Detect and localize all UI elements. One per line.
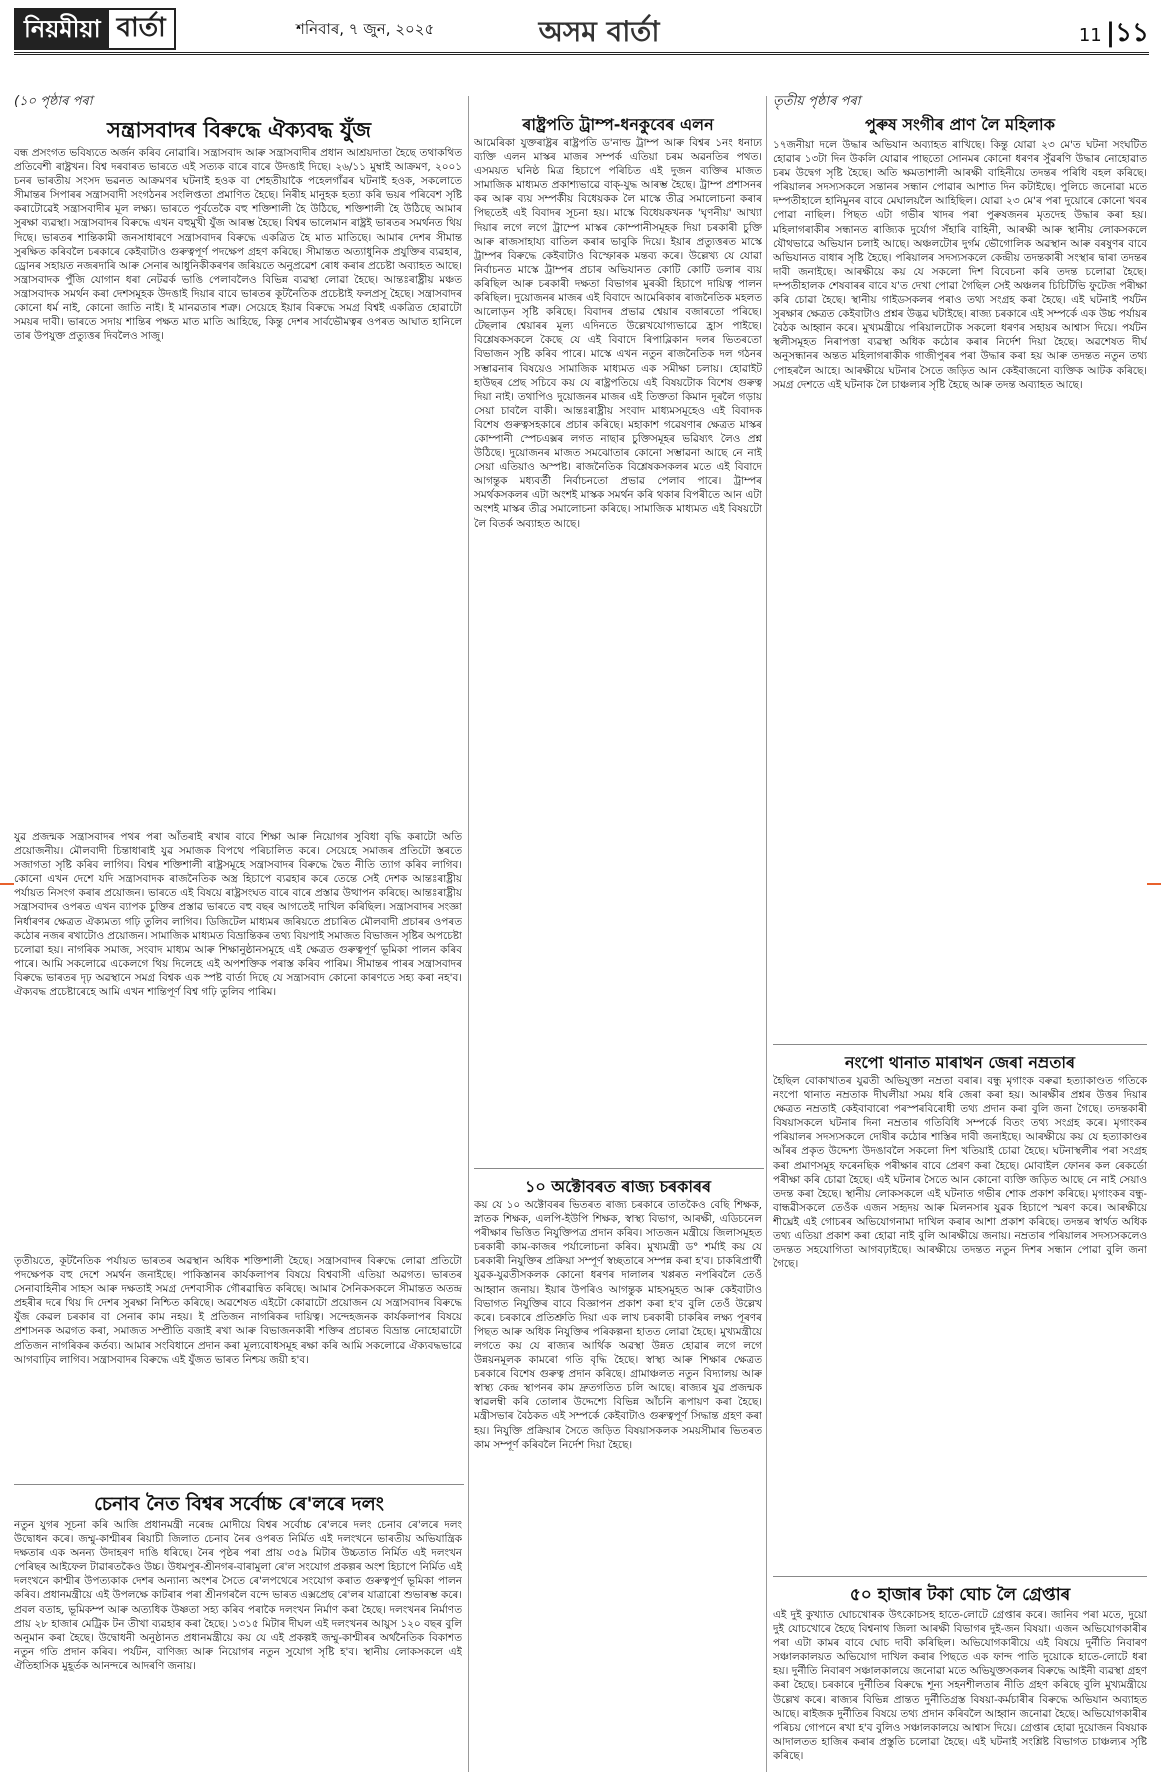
issue-date: শনিবাৰ, ৭ জুন, ২০২৫ [296, 20, 435, 38]
column-divider [766, 96, 767, 1772]
page-number-latin: 11 [1078, 25, 1102, 46]
article-body-nongpoh: হৈছিল বোকাখাতৰ যুৱতী অভিযুক্তা নম্ৰতা বৰাৰ। বন্ধু মৃগাংক বৰুৱা হত্যাকাণ্ডত গতিকে নংপো থানাত নম্ৰতাক দীঘলীয়া সময় ধৰি জেৰা কৰা হয়। আৰক্ষীৰ প্ৰশ্নৰ উত্তৰ দিয়াৰ ক্ষেত্ৰত নম্ৰতাই কেইবাবাৰো পৰস্পৰবিৰোধী তথ্য প্ৰদান কৰা বুলি জনা গৈছে। তদন্তকাৰী বিষয়াসকলে ঘটনাৰ দিনা নম্ৰতাৰ গতিবিধি সম্পৰ্কে বিতং তথ্য সংগ্ৰহ কৰে। মৃগাংকৰ পৰিয়ালৰ সদস্যসকলে দোষীৰ কঠোৰ শাস্তিৰ দাবী জনাইছে। আৰক্ষীয়ে কয় যে হত্যাকাণ্ডৰ আঁৰৰ প্ৰকৃত উদ্দেশ্য উদঙাবলৈ সকলো দিশ খতিয়াই চোৱা হৈছে। ঘটনাস্থলীৰ পৰা সংগ্ৰহ কৰা প্ৰমাণসমূহ ফৰেনছিক পৰীক্ষাৰ বাবে প্ৰেৰণ কৰা হৈছে। মোবাইল ফোনৰ কল ৰেকৰ্ডো পৰীক্ষা কৰি চোৱা হৈছে। এই ঘটনাৰ সৈতে আন কোনো ব্যক্তি জড়িত আছে নে নাই সেয়াও তদন্ত কৰা হৈছে। স্থানীয় লোকসকলে এই ঘটনাত গভীৰ শোক প্ৰকাশ কৰিছে। মৃগাংকৰ বন্ধু-বান্ধৱীসকলে তেওঁক এজন সহৃদয় আৰু মিলনসাৰ যুৱক হিচাপে স্মৰণ কৰে। আৰক্ষীয়ে শীঘ্ৰেই এই গোচৰৰ অভিযোগনামা দাখিল কৰাৰ আশা প্ৰকাশ কৰিছে। তদন্তৰ স্বাৰ্থত অধিক তথ্য এতিয়া প্ৰকাশ কৰা হোৱা নাই বুলি আৰক্ষীয়ে জনায়। নম্ৰতাৰ পৰিয়ালৰ সদস্যসকলেও তদন্তত সহযোগিতা আগবঢ়াইছে। আৰক্ষীয়ে তদন্তত নতুন দিশৰ সন্ধান পোৱা বুলি জনা গৈছে। [773, 1075, 1147, 1271]
article-body-teachers: কয় যে ১০ অক্টোবৰৰ ভিতৰত ৰাজ্য চৰকাৰে তাতকৈও বেছি শিক্ষক, স্নাতক শিক্ষক, এলপি-ইউপি শিক্ষক, স্বাস্থ্য বিভাগ, আৰক্ষী, এডিচনেল পৰীক্ষাৰ ভিত্তিত নিযুক্তিপত্ৰ প্ৰদান কৰিব। সাতজন মন্ত্ৰীয়ে জিলাসমূহত চৰকাৰী কাম-কাজৰ পৰ্যালোচনা কৰিব। মুখ্যমন্ত্ৰী ড° শৰ্মাই কয় যে চৰকাৰী নিযুক্তিৰ প্ৰক্ৰিয়া সম্পূৰ্ণ স্বচ্ছতাৰে সম্পন্ন কৰা হ'ব। চাকৰিপ্ৰাৰ্থী যুৱক-যুৱতীসকলক কোনো ধৰণৰ দালালৰ খপ্পৰত নপৰিবলৈ তেওঁ আহ্বান জনায়। ইয়াৰ উপৰিও আগন্তুক মাহসমূহত আৰু কেইবাটাও বিভাগত নিযুক্তিৰ বাবে বিজ্ঞাপন প্ৰকাশ কৰা হ'ব বুলি তেওঁ উল্লেখ কৰে। চৰকাৰে প্ৰতিশ্ৰুতি দিয়া এক লাখ চৰকাৰী চাকৰিৰ লক্ষ্য পূৰণৰ পিছত আৰু অধিক নিযুক্তিৰ পৰিকল্পনা হাতত লোৱা হৈছে। মুখ্যমন্ত্ৰীয়ে লগতে কয় যে ৰাজ্যৰ আৰ্থিক অৱস্থা উন্নত হোৱাৰ লগে লগে উন্নয়নমূলক কামৰো গতি বৃদ্ধি হৈছে। স্বাস্থ্য আৰু শিক্ষাৰ ক্ষেত্ৰত চৰকাৰে বিশেষ গুৰুত্ব প্ৰদান কৰিছে। গ্ৰামাঞ্চলত নতুন বিদ্যালয় আৰু স্বাস্থ্য কেন্দ্ৰ স্থাপনৰ কাম দ্ৰুতগতিত চলি আছে। ৰাজ্যৰ যুৱ প্ৰজন্মক স্বাৱলম্বী কৰি তোলাৰ উদ্দেশ্যে বিভিন্ন আঁচনি ৰূপায়ণ কৰা হৈছে। মন্ত্ৰীসভাৰ বৈঠকত এই সম্পৰ্কে কেইবাটাও গুৰুত্বপূৰ্ণ সিদ্ধান্ত গ্ৰহণ কৰা হয়। নিযুক্তি প্ৰক্ৰিয়াৰ সৈতে জড়িত বিষয়াসকলক সময়সীমাৰ ভিতৰত কাম সম্পূৰ্ণ কৰিবলৈ নিৰ্দেশ দিয়া হৈছে। [474, 1199, 762, 1451]
headline-teachers: ১০ অক্টোবৰত ৰাজ্য চৰকাৰৰ [524, 1177, 712, 1196]
article-separator [773, 1576, 1147, 1577]
headline-nongpoh: নংপো থানাত মাৰাথন জেৰা নম্ৰতাৰ [845, 1053, 1075, 1072]
edge-mark-left [0, 883, 14, 885]
logo-part1: নিয়মীয়া [16, 10, 109, 48]
continuation-left: (১০ পৃষ্ঠাৰ পৰা [14, 94, 93, 109]
newspaper-logo [14, 8, 176, 50]
headline-woman: পুৰুষ সংগীৰ প্ৰাণ লৈ মহিলাক [865, 115, 1055, 134]
headline-chenab: চেনাব নৈত বিশ্বৰ সৰ্বোচ্চ ৰে'লৰে দলং [94, 1493, 384, 1515]
article-body-woman: ১৭জনীয়া দলে উদ্ধাৰ অভিযান অব্যাহত ৰাখিছে। কিন্তু যোৱা ২৩ মে'ত ঘটনা সংঘটিত হোৱাৰ ১৩টা দিন উকলি যোৱাৰ পাছতো সোনমৰ কোনো ধৰণৰ সুঁৱৰণি উদ্ধাৰ নোহোৱাত চৰম উদ্বেগ সৃষ্টি হৈছে। অতি ক্ষমতাশালী আৰক্ষী বাহিনীয়ে তদন্তৰ পৰিধি বহল কৰিছে। পৰিয়ালৰ সদস্যসকলে সন্তানৰ সন্ধান পোৱাৰ আশাত দিন কটাইছে। পুলিচে জনোৱা মতে দম্পতীহালে হানিমুনৰ বাবে মেঘালয়লৈ আহিছিল। যোৱা ২৩ মে'ৰ পৰা দুয়োৰে কোনো খবৰ পোৱা নাছিল। পিছত এটা গভীৰ খাদৰ পৰা পুৰুষজনৰ মৃতদেহ উদ্ধাৰ কৰা হয়। মহিলাগৰাকীৰ সন্ধানত ৰাজ্যিক দুৰ্যোগ সঁহাৰি বাহিনী, আৰক্ষী আৰু স্থানীয় লোকসকলে যৌথভাৱে অভিযান চলাই আছে। অঞ্চলটোৰ দুৰ্গম ভৌগোলিক অৱস্থান আৰু বৰষুণৰ বাবে অভিযানত বাধাৰ সৃষ্টি হৈছে। পৰিয়ালৰ সদস্যসকলে কেন্দ্ৰীয় তদন্তকাৰী সংস্থাৰ দ্বাৰা তদন্তৰ দাবী জনাইছে। আৰক্ষীয়ে কয় যে সকলো দিশ বিবেচনা কৰি তদন্ত চলোৱা হৈছে। দম্পতীহালক শেষবাৰৰ বাবে য'ত দেখা পোৱা গৈছিল সেই অঞ্চলৰ চিচিটিভি ফুটেজ পৰীক্ষা কৰি চোৱা হৈছে। স্থানীয় গাইডসকলৰ পৰাও তথ্য সংগ্ৰহ কৰা হৈছে। এই ঘটনাই পৰ্যটন সুৰক্ষাৰ ক্ষেত্ৰত কেইবাটাও প্ৰশ্নৰ উদ্ভৱ ঘটাইছে। ৰাজ্য চৰকাৰে এই সম্পৰ্কে এক উচ্চ পৰ্যায়ৰ বৈঠক আহ্বান কৰে। মুখ্যমন্ত্ৰীয়ে পৰিয়ালটোক সকলো ধৰণৰ সহায়ৰ আশ্বাস দিয়ে। পৰ্যটন স্থলীসমূহত নিৰাপত্তা ব্যৱস্থা অধিক কঠোৰ কৰাৰ নিৰ্দেশ দিয়া হৈছে। অৱশেষত দীৰ্ঘ অনুসন্ধানৰ অন্তত মহিলাগৰাকীক গাজীপুৰৰ পৰা উদ্ধাৰ কৰা হয় আৰু তদন্তত নতুন তথ্য পোহৰলৈ আহে। আৰক্ষীয়ে ঘটনাৰ সৈতে জড়িত আন কেইবাজনো ব্যক্তিক আটক কৰিছে। সমগ্ৰ দেশতে এই ঘটনাক লৈ চাঞ্চল্যৰ সৃষ্টি হৈছে আৰু তদন্ত অব্যাহত আছে। [773, 139, 1147, 391]
article-separator [773, 1044, 1147, 1045]
masthead [14, 8, 1149, 80]
article-separator [14, 1484, 464, 1485]
column-divider [468, 96, 469, 1772]
article-body-terror-2: যুৱ প্ৰজন্মক সন্ত্ৰাসবাদৰ পথৰ পৰা আঁতৰাই ৰখাৰ বাবে শিক্ষা আৰু নিয়োগৰ সুবিধা বৃদ্ধি কৰাটো অতি প্ৰয়োজনীয়। মৌলবাদী চিন্তাধাৰাই যুৱ সমাজক বিপথে পৰিচালিত কৰে। সেয়েহে সমাজৰ প্ৰতিটো স্তৰতে সজাগতা সৃষ্টি কৰিব লাগিব। বিশ্বৰ শক্তিশালী ৰাষ্ট্ৰসমূহে সন্ত্ৰাসবাদৰ বিৰুদ্ধে দ্বৈত নীতি ত্যাগ কৰিব লাগিব। কোনো এখন দেশে যদি সন্ত্ৰাসবাদক ৰাজনৈতিক অস্ত্ৰ হিচাপে ব্যৱহাৰ কৰে তেন্তে সেই দেশক আন্তঃৰাষ্ট্ৰীয় পৰ্যায়ত নিসংগ কৰাৰ প্ৰয়োজন। ভাৰতে এই বিষয়ে ৰাষ্ট্ৰসংঘত বাৰে বাৰে প্ৰস্তাৱ উত্থাপন কৰিছে। আন্তঃৰাষ্ট্ৰীয় সন্ত্ৰাসবাদৰ ওপৰত এখন ব্যাপক চুক্তিৰ প্ৰস্তাৱ ভাৰতে বহু বছৰ আগতেই দাখিল কৰিছিল। সন্ত্ৰাসবাদৰ সংজ্ঞা নিৰ্ধাৰণৰ ক্ষেত্ৰত ঐক্যমত্য গঢ়ি তুলিব লাগিব। ডিজিটেল মাধ্যমৰ জৰিয়তে প্ৰচাৰিত মৌলবাদী প্ৰচাৰৰ ওপৰত কঠোৰ নজৰ ৰখাটোও প্ৰয়োজন। সামাজিক মাধ্যমত বিভ্ৰান্তিকৰ তথ্য বিয়পাই সমাজত বিভাজন সৃষ্টিৰ অপচেষ্টা চলোৱা হয়। নাগৰিক সমাজ, সংবাদ মাধ্যম আৰু শিক্ষানুষ্ঠানসমূহে এই ক্ষেত্ৰত গুৰুত্বপূৰ্ণ ভূমিকা পালন কৰিব পাৰে। আমি সকলোৱে একেলগে থিয় দিলেহে এই অপশক্তিক পৰাস্ত কৰিব পাৰিম। সীমান্তৰ পাৰৰ সন্ত্ৰাসবাদৰ বিৰুদ্ধে ভাৰতৰ দৃঢ় অৱস্থানে সমগ্ৰ বিশ্বক এক স্পষ্ট বাৰ্তা দিছে যে সন্ত্ৰাসবাদ কোনো কাৰণতে সহ্য কৰা নহ'ব। ঐক্যবদ্ধ প্ৰচেষ্টাৰেহে আমি এখন শান্তিপূৰ্ণ বিশ্ব গঢ়ি তুলিব পাৰিম। [14, 831, 462, 999]
headline-bribe: ৫০ হাজাৰ টকা ঘোচ লৈ গ্ৰেপ্তাৰ [849, 1585, 1071, 1605]
article-body-bribe: এই দুই কুখ্যাত ঘোচখোৰক উৎকোচসহ হাতে-লোটে গ্ৰেপ্তাৰ কৰে। জানিব পৰা মতে, দুয়ো দুই যোচখোৰে হৈছে বিশ্বনাথ জিলা আৰক্ষী বিভাগৰ দুই-জন বিষয়া। এজন অভিযোগকাৰীৰ পৰা এটা কামৰ বাবে ঘোচ দাবী কৰিছিল। অভিযোগকাৰীয়ে এই বিষয়ে দুৰ্নীতি নিবাৰণ সঞ্চালকালয়ত অভিযোগ দাখিল কৰাৰ পিছতে এক ফান্দ পাতি দুয়োকে হাতে-লোটে ধৰা হয়। দুৰ্নীতি নিবাৰণ সঞ্চালকালয়ে জনোৱা মতে অভিযুক্তসকলৰ বিৰুদ্ধে আইনী ব্যৱস্থা গ্ৰহণ কৰা হৈছে। চৰকাৰে দুৰ্নীতিৰ বিৰুদ্ধে শূন্য সহনশীলতাৰ নীতি গ্ৰহণ কৰিছে বুলি মুখ্যমন্ত্ৰীয়ে উল্লেখ কৰে। ৰাজ্যৰ বিভিন্ন প্ৰান্তত দুৰ্নীতিগ্ৰস্ত বিষয়া-কৰ্মচাৰীৰ বিৰুদ্ধে অভিযান অব্যাহত আছে। ৰাইজক দুৰ্নীতিৰ বিষয়ে তথ্য প্ৰদান কৰিবলৈ আহ্বান জনোৱা হৈছে। অভিযোগকাৰীৰ পৰিচয় গোপনে ৰখা হ'ব বুলিও সঞ্চালকালয়ে আশ্বাস দিয়ে। গ্ৰেপ্তাৰ হোৱা দুয়োজন বিষয়াক আদালতত হাজিৰ কৰাৰ প্ৰস্তুতি চলোৱা হৈছে। এই ঘটনাই সংশ্লিষ্ট বিভাগত চাঞ্চল্যৰ সৃষ্টি কৰিছে। [773, 1609, 1147, 1762]
page-number-assamese: ১১ [1115, 18, 1149, 48]
article-body-trump: আমেৰিকা যুক্তৰাষ্ট্ৰৰ ৰাষ্ট্ৰপতি ড'নাল্ড ট্ৰাম্প আৰু বিশ্বৰ ১নং ধনাঢ্য ব্যক্তি এলন মাস্কৰ মাজৰ সম্পৰ্ক এতিয়া চৰম অৱনতিৰ পথত। এসময়ত ঘনিষ্ঠ মিত্ৰ হিচাপে পৰিচিত এই দুজন ব্যক্তিৰ মাজত সামাজিক মাধ্যমত প্ৰকাশ্যভাৱে বাক্-যুদ্ধ আৰম্ভ হৈছে। ট্ৰাম্প প্ৰশাসনৰ কৰ আৰু ব্যয় সম্পৰ্কীয় বিধেয়কক লৈ মাস্কে তীব্ৰ সমালোচনা কৰাৰ পিছতেই এই বিবাদৰ সূচনা হয়। মাস্কে বিধেয়কখনক 'ঘৃণনীয়' আখ্যা দিয়াৰ লগে লগে ট্ৰাম্পে মাস্কৰ কোম্পানীসমূহক দিয়া চৰকাৰী চুক্তি আৰু ৰাজসাহায্য বাতিল কৰাৰ ভাবুকি দিয়ে। ইয়াৰ প্ৰত্যুত্তৰত মাস্কে ট্ৰাম্পৰ বিৰুদ্ধে কেইবাটাও বিস্ফোৰক মন্তব্য কৰে। উল্লেখ্য যে যোৱা নিৰ্বাচনত মাস্কে ট্ৰাম্পৰ প্ৰচাৰ অভিযানত কোটি কোটি ডলাৰ ব্যয় কৰিছিল আৰু চৰকাৰী দক্ষতা বিভাগৰ মুৰব্বী হিচাপে দায়িত্ব পালন কৰিছিল। দুয়োজনৰ মাজৰ এই বিবাদে আমেৰিকাৰ ৰাজনৈতিক মহলত আলোড়ন সৃষ্টি কৰিছে। বিবাদৰ প্ৰভাৱ শ্বেয়াৰ বজাৰতো পৰিছে। টেছলাৰ শ্বেয়াৰৰ মূল্য এদিনতে উল্লেখযোগ্যভাৱে হ্ৰাস পাইছে। বিশ্লেষকসকলে কৈছে যে এই বিবাদে ৰিপাব্লিকান দলৰ ভিতৰতো বিভাজন সৃষ্টি কৰিব পাৰে। মাস্কে এখন নতুন ৰাজনৈতিক দল গঠনৰ সম্ভাৱনাৰ বিষয়েও সামাজিক মাধ্যমত এক সমীক্ষা চলায়। হোৱাইট হাউছৰ প্ৰেছ সচিবে কয় যে ৰাষ্ট্ৰপতিয়ে এই বিষয়টোক বিশেষ গুৰুত্ব দিয়া নাই। তথাপিও দুয়োজনৰ মাজৰ এই তিক্ততা কিমান দূৰলৈ গড়ায় সেয়া চাবলৈ বাকী। আন্তঃৰাষ্ট্ৰীয় সংবাদ মাধ্যমসমূহেও এই বিবাদক বিশেষ গুৰুত্বসহকাৰে প্ৰচাৰ কৰিছে। মহাকাশ গৱেষণাৰ ক্ষেত্ৰত মাস্কৰ কোম্পানী স্পেচএক্সৰ লগত নাছাৰ চুক্তিসমূহৰ ভৱিষ্যৎ লৈও প্ৰশ্ন উঠিছে। দুয়োজনৰ মাজত সমঝোতাৰ কোনো সম্ভাৱনা আছে নে নাই সেয়া এতিয়াও অস্পষ্ট। ৰাজনৈতিক বিশ্লেষকসকলৰ মতে এই বিবাদে আগন্তুক মধ্যবৰ্তী নিৰ্বাচনতো প্ৰভাৱ পেলাব পাৰে। ট্ৰাম্পৰ সমৰ্থকসকলৰ এটা অংশই মাস্কক সমৰ্থন কৰি থকাৰ বিপৰীতে আন এটা অংশই মাস্কৰ তীব্ৰ সমালোচনা কৰিছে। সামাজিক মাধ্যমত এই বিষয়টো লৈ বিতৰ্ক অব্যাহত আছে। [474, 137, 762, 530]
headline-terror: সন্ত্ৰাসবাদৰ বিৰুদ্ধে ঐক্যবদ্ধ যুঁজ [107, 118, 371, 142]
article-body-terror-3: তৃতীয়তে, কূটনৈতিক পৰ্যায়ত ভাৰতৰ অৱস্থান অধিক শক্তিশালী হৈছে। সন্ত্ৰাসবাদৰ বিৰুদ্ধে লোৱা প্ৰতিটো পদক্ষেপক বহু দেশে সমৰ্থন জনাইছে। পাকিস্তানৰ কাৰ্যকলাপৰ বিষয়ে বিশ্ববাসী এতিয়া অৱগত। ভাৰতৰ সেনাবাহিনীৰ সাহস আৰু দক্ষতাই সমগ্ৰ দেশবাসীক গৌৰৱান্বিত কৰিছে। আমাৰ সৈনিকসকলে সীমান্তত অতন্দ্ৰ প্ৰহৰীৰ দৰে থিয় দি দেশৰ সুৰক্ষা নিশ্চিত কৰিছে। অৱশেষত এইটো কোৱাটো প্ৰয়োজন যে সন্ত্ৰাসবাদৰ বিৰুদ্ধে যুঁজ কেৱল চৰকাৰ বা সেনাৰ কাম নহয়। ই প্ৰতিজন নাগৰিকৰ দায়িত্ব। সন্দেহজনক কাৰ্যকলাপৰ বিষয়ে প্ৰশাসনক অৱগত কৰা, সমাজত সম্প্ৰীতি বজাই ৰখা আৰু বিভাজনকাৰী শক্তিৰ প্ৰচাৰত বিভ্ৰান্ত নোহোৱাটো প্ৰতিজন নাগৰিকৰ কৰ্তব্য। আমাৰ সংবিধানে প্ৰদান কৰা মূল্যবোধসমূহ ৰক্ষা কৰি আমি সকলোৱে ঐক্যবদ্ধভাৱে আগবাঢ়িব লাগিব। সন্ত্ৰাসবাদৰ বিৰুদ্ধে এই যুঁজত ভাৰত নিশ্চয় জয়ী হ'ব। [14, 1255, 462, 1366]
continuation-right: তৃতীয় পৃষ্ঠাৰ পৰা [773, 94, 861, 109]
article-body-chenab: নতুন যুগৰ সূচনা কৰি আজি প্ৰধানমন্ত্ৰী নৰেন্দ্ৰ মোদীয়ে বিশ্বৰ সৰ্বোচ্চ ৰে'লৰে দলং চেনাব ৰে'লৰে দলং উদ্বোধন কৰে। জম্মু-কাশ্মীৰৰ ৰিয়াচী জিলাত চেনাব নৈৰ ওপৰত নিৰ্মিত এই দলংখনে ভাৰতীয় অভিযান্ত্ৰিক দক্ষতাৰ এক অনন্য উদাহৰণ দাঙি ধৰিছে। নৈৰ পৃষ্ঠৰ পৰা প্ৰায় ৩৫৯ মিটাৰ উচ্চতাত নিৰ্মিত এই দলংখন পেৰিছৰ আইফেল টাৱাৰতকৈও উচ্চ। উধমপুৰ-শ্ৰীনগৰ-বাৰামুলা ৰে'ল সংযোগ প্ৰকল্পৰ অংশ হিচাপে নিৰ্মিত এই দলংখনে কাশ্মীৰ উপত্যকাক দেশৰ অন্যান্য অংশৰ সৈতে ৰে'লপথেৰে সংযোগ কৰাত গুৰুত্বপূৰ্ণ ভূমিকা পালন কৰিব। প্ৰধানমন্ত্ৰীয়ে এই উপলক্ষে কাটৰাৰ পৰা শ্ৰীনগৰলৈ বন্দে ভাৰত এক্সপ্ৰেছ ৰে'লৰ যাত্ৰাৰো শুভাৰম্ভ কৰে। প্ৰবল বতাহ, ভূমিকম্প আৰু অত্যধিক উষ্ণতা সহ্য কৰিব পৰাকৈ দলংখন নিৰ্মাণ কৰা হৈছে। দলংখনৰ নিৰ্মাণত প্ৰায় ২৮ হাজাৰ মেট্ৰিক টন তীখা ব্যৱহাৰ কৰা হৈছে। ১৩১৫ মিটাৰ দীঘল এই দলংখনৰ আয়ুস ১২০ বছৰ বুলি অনুমান কৰা হৈছে। উদ্বোধনী অনুষ্ঠানত প্ৰধানমন্ত্ৰীয়ে কয় যে এই প্ৰকল্পই জম্মু-কাশ্মীৰৰ অৰ্থনৈতিক বিকাশত নতুন গতি প্ৰদান কৰিব। পৰ্যটন, বাণিজ্য আৰু নিয়োগৰ নতুন সুযোগ সৃষ্টি হ'ব। স্থানীয় লোকসকলে এই ঐতিহাসিক মুহূৰ্তক আনন্দৰে আদৰণি জনায়। [14, 1519, 462, 1672]
masthead-rule [14, 52, 1149, 55]
page-number: 11 |১১ [1078, 18, 1149, 48]
article-separator [474, 1168, 764, 1169]
section-title: অসম বাৰ্তা [538, 15, 660, 48]
logo-part2: বাৰ্তা [109, 10, 174, 48]
edge-mark-right [1147, 883, 1161, 885]
article-body-terror-1: বন্ধ প্ৰসংগত ভবিষ্যতে অৰ্জন কৰিব নোৱাৰি। সন্ত্ৰাসবাদ আৰু সন্ত্ৰাসবাদীৰ প্ৰধান আশ্ৰয়দাতা হৈছে তথাকথিত প্ৰতিবেশী ৰাষ্ট্ৰখন। বিশ্ব দৰবাৰত ভাৰতে এই সত্যক বাৰে বাৰে উদঙাই দিছে। ২৬/১১ মুম্বাই আক্ৰমণ, ২০০১ চনৰ ভাৰতীয় সংসদ ভৱনত আক্ৰমণৰ ঘটনাই হওক বা শেহতীয়াকৈ পহেলগাঁৱৰ ঘটনাই হওক, সকলোতে সীমান্তৰ সিপাৰৰ সন্ত্ৰাসবাদী সংগঠনৰ সংলিপ্ততা প্ৰমাণিত হৈছে। নিৰীহ মানুহক হত্যা কৰি ভয়ৰ পৰিবেশ সৃষ্টি কৰাটোৱেই সন্ত্ৰাসবাদীৰ মূল লক্ষ্য। ভাৰতে পূৰ্বতেকৈ বহু শক্তিশালী হৈ উঠিছে, শক্তিশালী হৈ উঠিছে আমাৰ সুৰক্ষা ব্যৱস্থা। সন্ত্ৰাসবাদৰ বিৰুদ্ধে এখন বহুমুখী যুঁজ আৰম্ভ হৈছে। বিশ্বৰ ভালেমান ৰাষ্ট্ৰই ভাৰতৰ সমৰ্থনত থিয় দিছে। ভাৰতৰ শান্তিকামী জনসাধাৰণে সন্ত্ৰাসবাদৰ বিৰুদ্ধে একত্ৰিত হৈ মাত মাতিছে। আমাৰ দেশৰ সীমান্ত সুৰক্ষিত কৰিবলৈ চৰকাৰে কেইবাটাও গুৰুত্বপূৰ্ণ পদক্ষেপ গ্ৰহণ কৰিছে। সীমান্তত অত্যাধুনিক প্ৰযুক্তিৰ ব্যৱহাৰ, ড্ৰোনৰ সহায়ত নজৰদাৰি আৰু সেনাৰ আধুনিকীকৰণৰ জৰিয়তে অনুপ্ৰৱেশ ৰোধ কৰাৰ প্ৰচেষ্টা অব্যাহত আছে। সন্ত্ৰাসবাদক পুঁজি যোগান ধৰা নেটৱৰ্ক ভাঙি পেলাবলৈও বিভিন্ন ব্যৱস্থা লোৱা হৈছে। আন্তঃৰাষ্ট্ৰীয় মঞ্চত সন্ত্ৰাসবাদক সমৰ্থন কৰা দেশসমূহক উদঙাই দিয়াৰ বাবে ভাৰতৰ কূটনৈতিক প্ৰচেষ্টাই ফলপ্ৰসূ হৈছে। সন্ত্ৰাসবাদৰ কোনো ধৰ্ম নাই, কোনো জাতি নাই। ই মানৱতাৰ শত্ৰু। সেয়েহে ইয়াৰ বিৰুদ্ধে সমগ্ৰ বিশ্বই একত্ৰিত হোৱাটো সময়ৰ দাবী। ভাৰতে সদায় শান্তিৰ পক্ষত মাত মাতি আহিছে, কিন্তু দেশৰ সাৰ্বভৌমত্বৰ ওপৰত আঘাত হানিলে তাৰ উপযুক্ত প্ৰত্যুত্তৰ দিবলৈও সাজু। [14, 147, 462, 343]
headline-trump: ৰাষ্ট্ৰপতি ট্ৰাম্প-ধনকুবেৰ এলন [522, 115, 714, 134]
